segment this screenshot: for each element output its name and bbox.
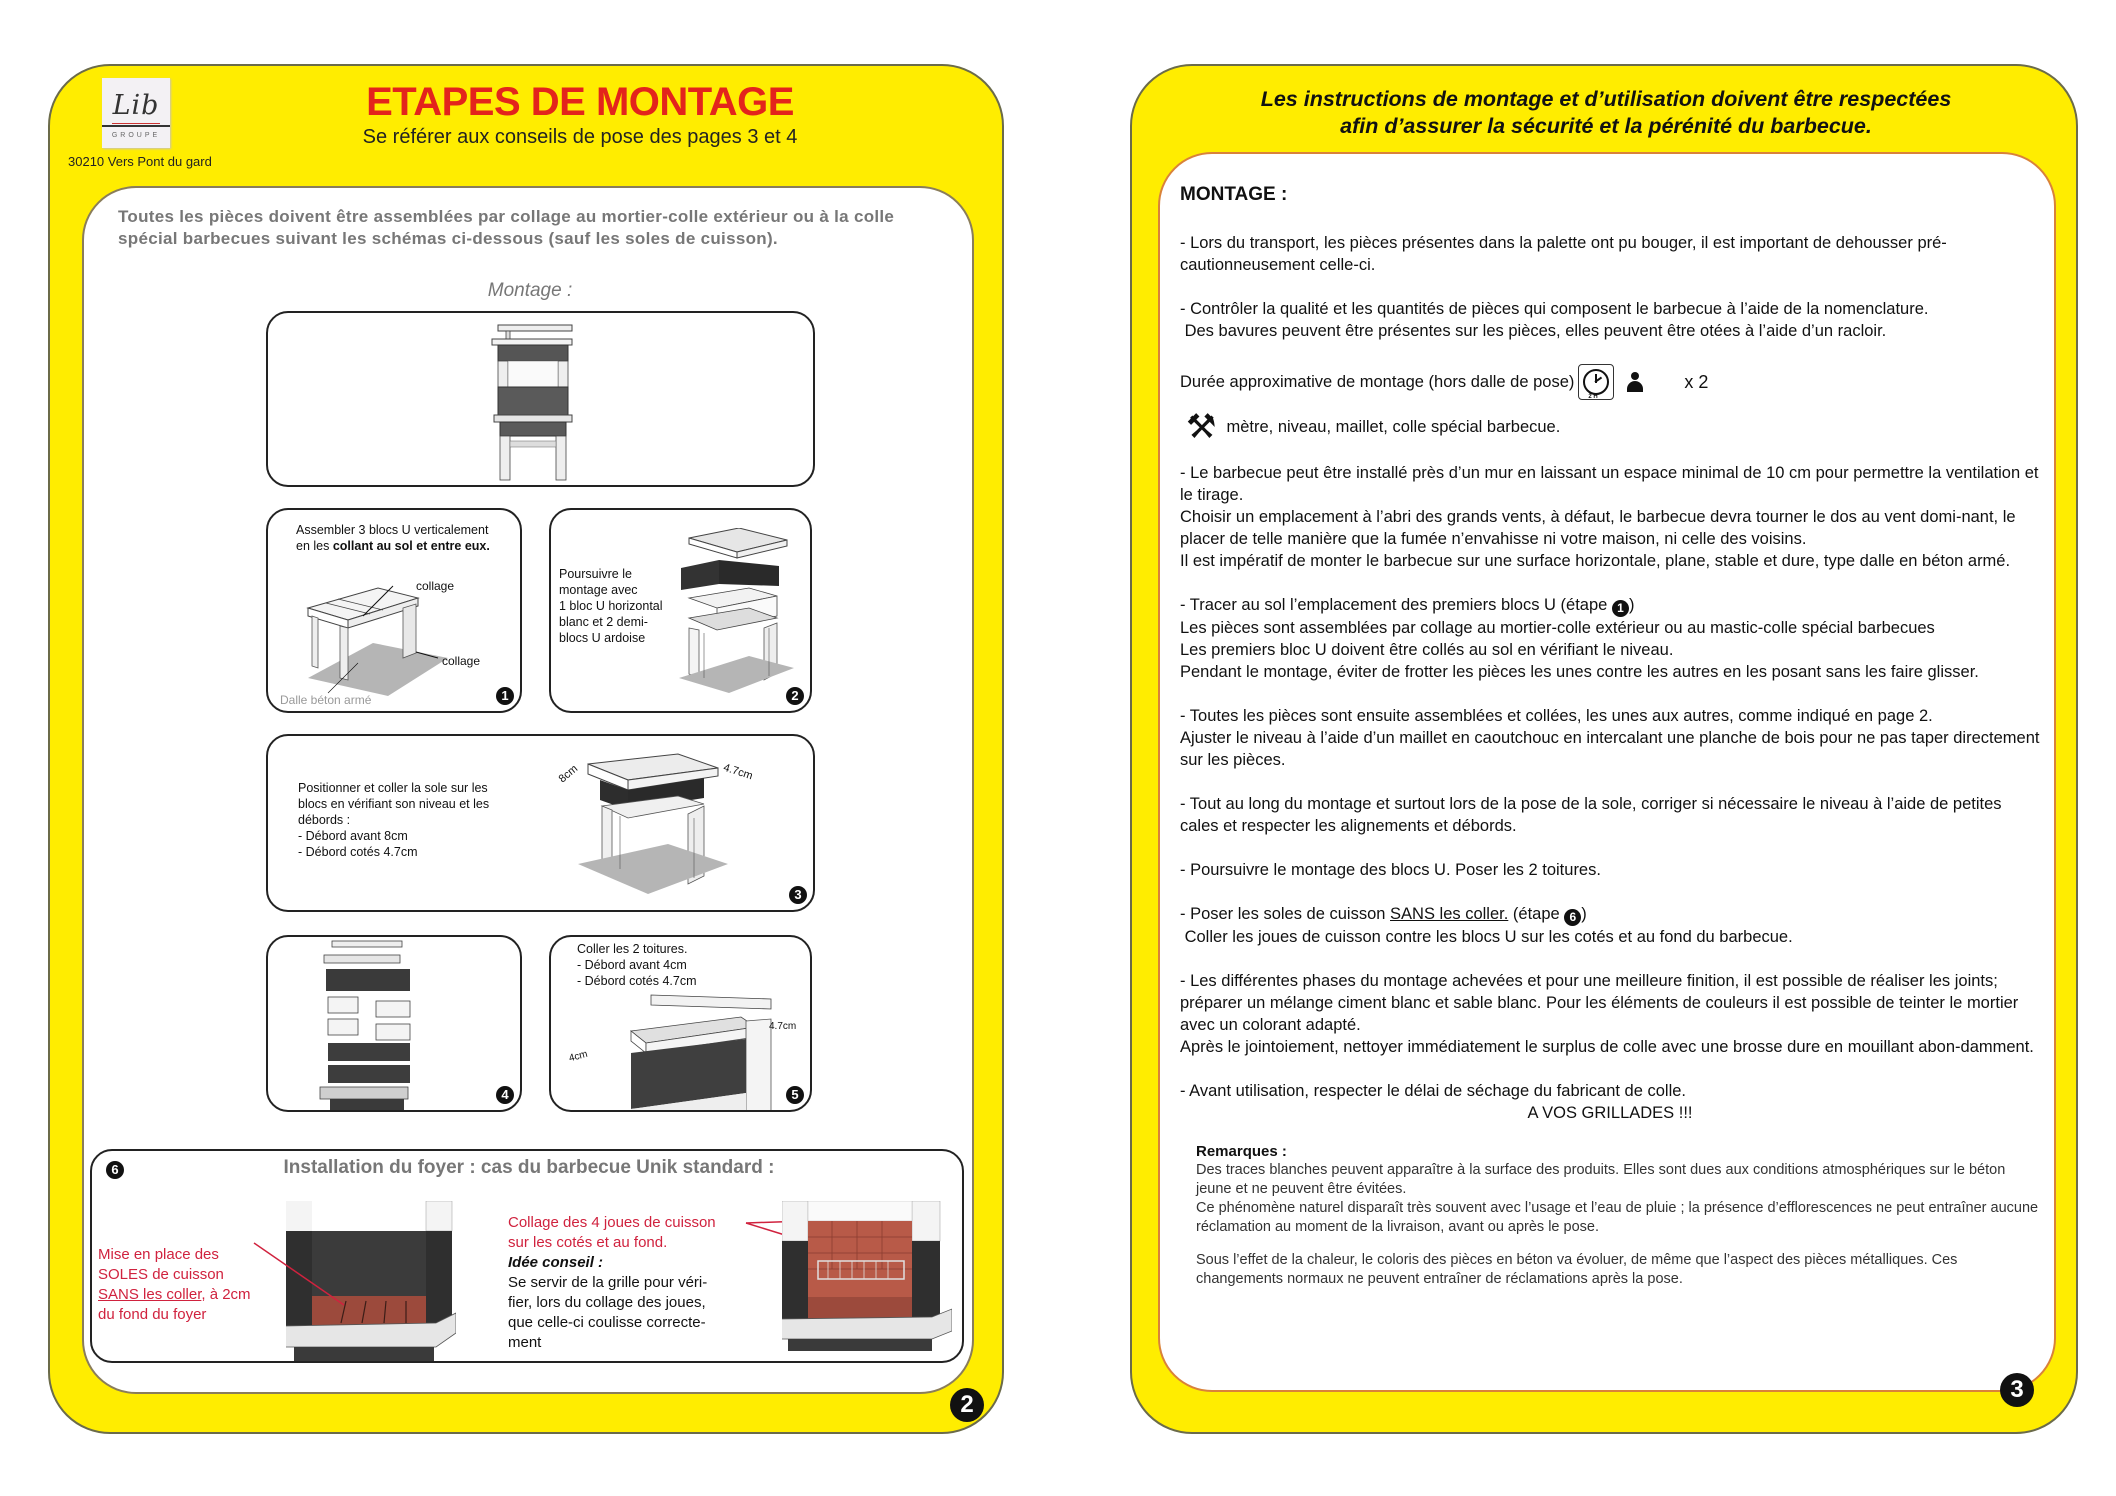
- para-wall-line-2: Choisir un emplacement à l’abri des grands vents, à défaut, le barbecue devra tourner le dos au vent domi-nant, le placer de telle manière que la fumée n’envahisse ni votre maison, ni celle des voisins.: [1180, 508, 2016, 548]
- step-1-label-base: Dalle béton armé: [280, 693, 372, 707]
- para-trace: [1180, 594, 2040, 683]
- right-page: [1130, 64, 2078, 1434]
- para-finish-line-2: Après le jointoiement, nettoyer immédiatement le surplus de colle avec une brosse dure en mouillant abon-damment.: [1180, 1038, 2034, 1056]
- step-1-label-collage-side: collage: [442, 654, 481, 668]
- step-3-dim-side: 4.7cm: [721, 761, 755, 783]
- step-6-tip-title: Idée conseil :: [508, 1254, 604, 1271]
- step-2-instruction: [559, 566, 669, 646]
- para-control: [1180, 298, 2040, 342]
- company-logo: [102, 78, 170, 148]
- para-soles-suffix: ): [1581, 905, 1587, 923]
- step-2-illustration: [669, 528, 799, 698]
- step-3-line: Positionner et coller la sole sur les: [298, 781, 488, 795]
- clock-icon: [1578, 364, 1614, 400]
- para-drying: [1180, 1080, 2040, 1124]
- intro-line-2: spécial barbecues suivant les schémas ci-dessous (sauf les soles de cuisson).: [118, 229, 778, 248]
- para-finish: [1180, 970, 2040, 1058]
- para-trace-line-2: Les pièces sont assemblées par collage au mortier-colle extérieur ou au mastic-colle spécial barbecues: [1180, 619, 1935, 637]
- step-5-instruction: [577, 941, 737, 989]
- step-3-box: [266, 734, 815, 912]
- step-6-soles-pointer: [252, 1241, 352, 1311]
- step-5-number-badge: 5: [786, 1086, 804, 1104]
- para-all-line-2: Ajuster le niveau à l’aide d’un maillet en caoutchouc en intercalant une planche de bois pour ne pas taper directement sur les pièces.: [1180, 729, 2040, 769]
- step-6-soles-line: du fond du foyer: [98, 1306, 207, 1323]
- para-all-line-1: - Toutes les pièces sont ensuite assemblées et collées, les unes aux autres, comme indiqué en page 2.: [1180, 707, 1933, 725]
- para-soles-line-2: Coller les joues de cuisson contre les blocs U sur les cotés et au fond du barbecue.: [1184, 928, 1793, 946]
- step-6-soles-line: SOLES de cuisson: [98, 1266, 224, 1283]
- step-2-box: [549, 508, 812, 713]
- step-1-instruction: [296, 522, 516, 554]
- montage-label: Montage :: [487, 280, 573, 301]
- para-drying-line: - Avant utilisation, respecter le délai de séchage du fabricant de colle.: [1180, 1082, 1687, 1100]
- para-wall: [1180, 462, 2040, 572]
- step-3-instruction: [298, 780, 518, 860]
- step-1-line-1: Assembler 3 blocs U verticalement: [296, 523, 489, 537]
- step-6-tip-line: que celle-ci coulisse correcte-: [508, 1314, 706, 1331]
- persons-count: x 2: [1684, 372, 1709, 392]
- step-2-line: blocs U ardoise: [559, 631, 646, 645]
- para-trace-line-4: Pendant le montage, éviter de frotter les pièces les unes contre les autres en les posant sans les faire glisser.: [1180, 663, 1979, 681]
- para-soles-underlined: SANS les coller.: [1390, 905, 1509, 923]
- remarks-heading: Remarques :: [1196, 1143, 1287, 1160]
- step-4-number-badge: 4: [496, 1086, 514, 1104]
- para-soles-prefix: - Poser les soles de cuisson: [1180, 905, 1391, 923]
- step-2-number-badge: 2: [786, 687, 804, 705]
- step-1-line-2-prefix: en les: [296, 539, 333, 553]
- para-wall-line-1: - Le barbecue peut être installé près d’un mur en laissant un espace minimal de 10 cm pour permettre la ventilation et le tirage.: [1180, 464, 2039, 504]
- step-3-illustration: [568, 744, 738, 904]
- safety-title: [1172, 86, 2040, 140]
- step-6-soles-line: Mise en place des: [98, 1246, 219, 1263]
- para-level: - Tout au long du montage et surtout lors de la pose de la sole, corriger si nécessaire le niveau à l’aide de petites cales et respecter les alignements et débords.: [1180, 795, 2002, 835]
- bbq-overview-illustration: [490, 323, 580, 483]
- para-soles-mid: (étape: [1508, 905, 1565, 923]
- para-control-line-2: Des bavures peuvent être présentes sur les pièces, elles peuvent être otées à l’aide d’un racloir.: [1184, 322, 1887, 340]
- person-icon: [1626, 372, 1644, 392]
- step-4-box: [266, 935, 522, 1112]
- step-1-line-2: [296, 538, 516, 554]
- step-5-line: - Débord cotés 4.7cm: [577, 974, 697, 988]
- company-address: 30210 Vers Pont du gard: [68, 154, 212, 169]
- closing-line: A VOS GRILLADES !!!: [1527, 1104, 1693, 1122]
- step-6-joues-line: sur les cotés et au fond.: [508, 1234, 668, 1251]
- step-3-number-badge: 3: [789, 886, 807, 904]
- remarks-section: [1196, 1142, 2040, 1289]
- step-6-ref-badge: 6: [1564, 909, 1581, 926]
- intro-line-1: Toutes les pièces doivent être assemblées par collage au mortier-colle extérieur ou à la colle: [118, 207, 895, 226]
- tools-list: mètre, niveau, maillet, colle spécial barbecue.: [1226, 418, 1561, 436]
- para-trace-line-3: Les premiers bloc U doivent être collés au sol en vérifiant le niveau.: [1180, 641, 1674, 659]
- step-5-line: Coller les 2 toitures.: [577, 942, 688, 956]
- para-trace-prefix: - Tracer au sol l’emplacement des premiers blocs U (étape: [1180, 596, 1612, 614]
- intro-text: [118, 206, 948, 250]
- step-5-box: [549, 935, 812, 1112]
- page-subtitle: Se référer aux conseils de pose des pages 3 et 4: [362, 126, 798, 148]
- para-continue: - Poursuivre le montage des blocs U. Poser les 2 toitures.: [1180, 861, 1601, 879]
- step-3-line: - Débord avant 8cm: [298, 829, 408, 843]
- step-4-illustration: [318, 939, 428, 1112]
- remarks-para-1: Des traces blanches peuvent apparaître à la surface des produits. Elles sont dues aux conditions atmosphériques sur le béton jeune et ne peuvent être évitées.: [1196, 1162, 2006, 1197]
- step-3-line: débords :: [298, 813, 351, 827]
- safety-title-line-2: afin d’assurer la sécurité et la pérénité du barbecue.: [1340, 114, 1872, 138]
- logo-brand: Lib: [112, 90, 160, 121]
- para-wall-line-3: Il est impératif de monter le barbecue sur une surface horizontale, plane, stable et dure, type dalle en béton armé.: [1180, 552, 2011, 570]
- duration-value: 2 H: [1588, 394, 1598, 400]
- step-6-heading: Installation du foyer : cas du barbecue Unik standard :: [283, 1157, 775, 1178]
- step-5-illustration: [571, 991, 791, 1112]
- para-control-line-1: - Contrôler la qualité et les quantités de pièces qui composent le barbecue à l’aide de la nomenclature.: [1180, 300, 1929, 318]
- duration-label: Durée approximative de montage (hors dalle de pose): [1180, 373, 1575, 391]
- step-6-tip-line: Se servir de la grille pour véri-: [508, 1274, 708, 1291]
- page-number-badge-left: 2: [950, 1388, 984, 1422]
- step-6-box: [90, 1149, 964, 1363]
- step-6-soles-after: , à 2cm: [201, 1286, 251, 1303]
- step-1-box: [266, 508, 522, 713]
- step-6-soles-line: [98, 1285, 278, 1305]
- tools-row: [1180, 410, 2040, 444]
- remarks-para-2: Ce phénomène naturel disparaît très souvent avec l’usage et l’eau de pluie ; la présence d’efflorescences ne peut entraîner aucune réclamation au moment de la livraison, avant ou après le pose.: [1196, 1200, 2039, 1235]
- step-6-joues-illustration: [782, 1201, 952, 1351]
- para-all: [1180, 705, 2040, 771]
- para-transport: - Lors du transport, les pièces présentes dans la palette ont pu bouger, il est important de dehousser pré-cautionneusement celle-ci.: [1180, 234, 1947, 274]
- safety-title-line-1: Les instructions de montage et d’utilisation doivent être respectées: [1260, 87, 1952, 111]
- step-2-line: montage avec: [559, 583, 638, 597]
- step-5-dim-side: 4.7cm: [769, 1021, 797, 1032]
- step-6-soles-note: [98, 1245, 278, 1325]
- step-3-line: - Débord cotés 4.7cm: [298, 845, 418, 859]
- step-5-line: - Débord avant 4cm: [577, 958, 687, 972]
- para-trace-suffix: ): [1628, 596, 1635, 614]
- step-6-tip-line: fier, lors du collage des joues,: [508, 1294, 706, 1311]
- logo-sub: GROUPE: [111, 132, 161, 139]
- page-title: ETAPES DE MONTAGE: [366, 80, 794, 124]
- para-finish-line-1: - Les différentes phases du montage achevées et pour une meilleure finition, il est possible de réaliser les joints; préparer un mélange ciment blanc et sable blanc. Pour les éléments de couleurs il est possible de teinter le mortier avec un colorant adapté.: [1180, 972, 2019, 1034]
- section-heading: MONTAGE :: [1180, 184, 1288, 205]
- step-6-joues-line: Collage des 4 joues de cuisson: [508, 1214, 716, 1231]
- instructions-panel: [1158, 152, 2056, 1392]
- step-6-number-badge: 6: [106, 1161, 124, 1179]
- remarks-para-3: Sous l’effet de la chaleur, le coloris des pièces en béton va évoluer, de même que l’aspect des pièces métalliques. Ces changements normaux ne peuvent entraîner de réclamations après la pose.: [1196, 1252, 1958, 1287]
- step-6-soles-underlined: SANS les coller: [98, 1286, 202, 1303]
- step-1-illustration: [288, 568, 488, 698]
- step-2-line: blanc et 2 demi-: [559, 615, 648, 629]
- step-1-number-badge: 1: [496, 687, 514, 705]
- step-3-line: blocs en vérifiant son niveau et les: [298, 797, 490, 811]
- step-1-label-collage-top: collage: [416, 579, 455, 593]
- step-6-joues-note: [508, 1213, 748, 1353]
- step-5-dim-front: 4cm: [567, 1048, 589, 1065]
- step-2-line: 1 bloc U horizontal: [559, 599, 663, 613]
- step-3-dim-front: 8cm: [556, 762, 581, 786]
- montage-overview-box: [266, 311, 815, 487]
- duration-row: [1180, 364, 2040, 400]
- para-soles: [1180, 903, 2040, 948]
- page-number-badge-right: 3: [2000, 1373, 2034, 1407]
- step-6-tip-line: ment: [508, 1334, 542, 1351]
- step-1-ref-badge: 1: [1612, 600, 1629, 617]
- tools-icon: ⚒: [1186, 408, 1217, 446]
- instructions-body: [1180, 184, 2040, 1303]
- step-2-line: Poursuivre le: [559, 567, 632, 581]
- step-1-line-2-bold: collant au sol et entre eux.: [332, 539, 490, 553]
